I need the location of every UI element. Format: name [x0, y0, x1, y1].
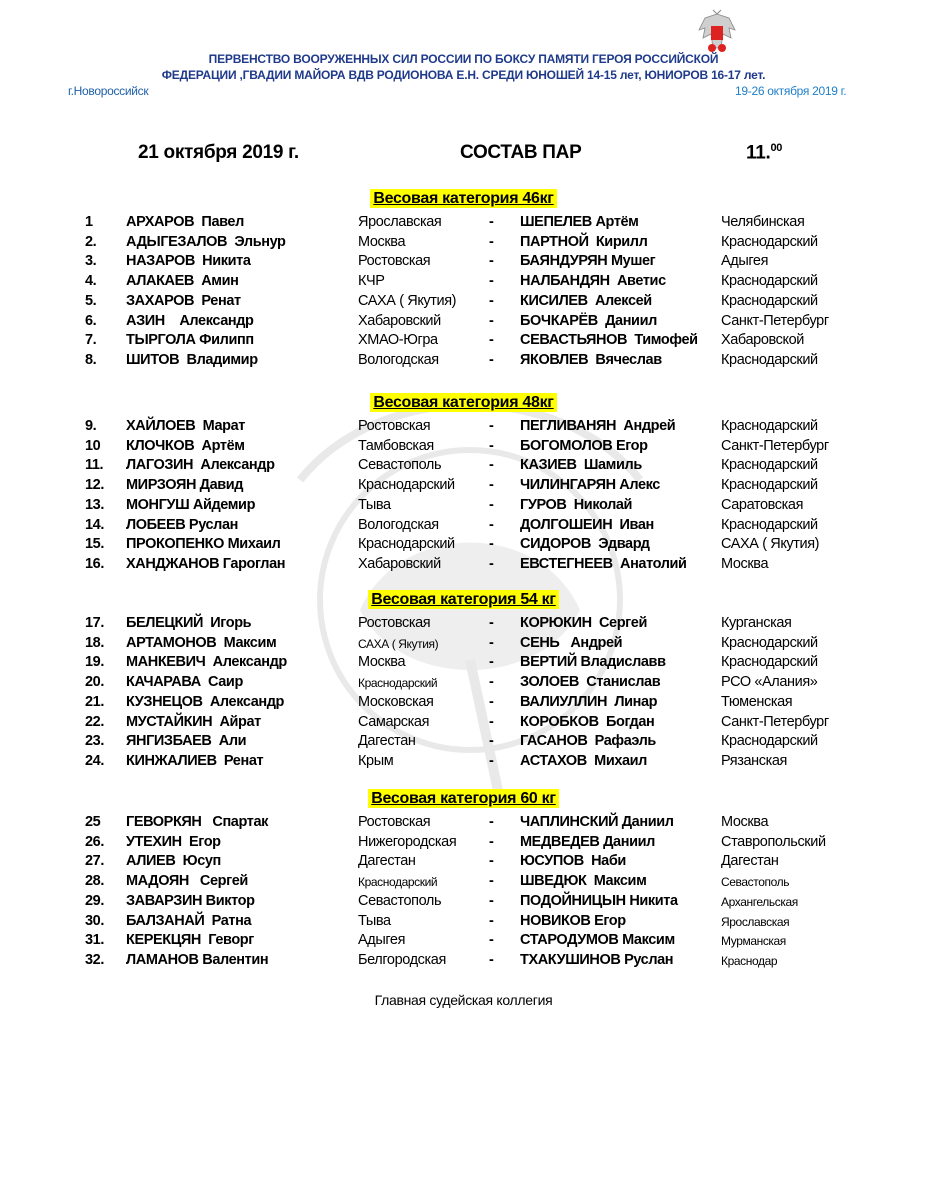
boxer-red-name: ЛОБЕЕВ Руслан [126, 516, 238, 533]
versus-dash: - [489, 654, 494, 671]
boxer-blue-region: Краснодар [721, 953, 778, 968]
document-title-line2: ФЕДЕРАЦИИ ,ГВАДИИ МАЙОРА ВДВ РОДИОНОВА Е.Н. СРЕДИ ЮНОШЕЙ 14-15 лет, ЮНИОРОВ 16-17 лет. [161, 68, 766, 82]
boxer-red-region: Нижегородская [358, 833, 457, 850]
boxer-red-region: Краснодарский [358, 477, 455, 494]
boxer-red-region: Дагестан [358, 853, 416, 870]
bout-number: 14. [85, 516, 104, 533]
versus-dash: - [489, 351, 494, 368]
time-minutes: 00 [770, 142, 783, 154]
boxer-red-name: БАЛЗАНАЙ Ратна [126, 912, 252, 929]
boxer-blue-name: ЧИЛИНГАРЯН Алекс [520, 477, 660, 494]
versus-dash: - [489, 912, 494, 929]
boxer-blue-name: СЕВАСТЬЯНОВ Тимофей [520, 332, 698, 349]
boxer-blue-name: НОВИКОВ Егор [520, 912, 626, 929]
pair-row [0, 517, 927, 537]
bout-number: 23. [85, 733, 104, 750]
pair-row [0, 952, 927, 972]
weight-category-label: Весовая категория 54 кг [368, 590, 559, 609]
pair-row [0, 497, 927, 517]
boxer-red-name: ТЫРГОЛА Филипп [126, 332, 254, 349]
boxer-blue-region: Краснодарский [721, 351, 818, 368]
event-dates: 19-26 октября 2019 г. [735, 84, 847, 98]
boxer-blue-name: ВАЛИУЛЛИН Линар [520, 693, 658, 710]
versus-dash: - [489, 853, 494, 870]
bout-number: 27. [85, 853, 104, 870]
boxer-blue-region: Рязанская [721, 752, 787, 769]
versus-dash: - [489, 536, 494, 553]
boxer-red-region: Ростовская [358, 814, 431, 830]
weight-category-heading [0, 394, 927, 412]
boxer-blue-name: ВЕРТИЙ Владиславв [520, 654, 666, 671]
boxer-red-name: БЕЛЕЦКИЙ Игорь [126, 615, 252, 631]
versus-dash: - [489, 516, 494, 533]
versus-dash: - [489, 674, 494, 691]
boxer-blue-name: ГУРОВ Николай [520, 496, 633, 513]
pair-row [0, 834, 927, 854]
weight-category-heading [0, 591, 927, 609]
boxer-red-region: Самарская [358, 713, 430, 730]
pair-row [0, 234, 927, 254]
boxer-blue-region: Ярославская [721, 914, 790, 929]
boxer-blue-region: Краснодарский [721, 273, 818, 290]
boxer-red-name: АРХАРОВ Павел [126, 214, 244, 230]
boxer-blue-region: Тюменская [721, 693, 793, 710]
boxer-blue-region: Челябинская [721, 214, 805, 230]
bout-number: 26. [85, 833, 104, 850]
boxer-blue-region: Краснодарский [721, 733, 818, 750]
bout-number: 24. [85, 752, 104, 769]
pair-row [0, 714, 927, 734]
boxer-red-name: ЗАВАРЗИН Виктор [126, 892, 255, 909]
boxer-blue-name: БОГОМОЛОВ Егор [520, 437, 648, 454]
boxer-red-name: КЕРЕКЦЯН Геворг [126, 932, 254, 949]
bout-number: 7. [85, 332, 97, 349]
boxer-red-region: Адыгея [358, 932, 406, 949]
boxer-blue-region: Адыгея [721, 253, 769, 270]
pair-row [0, 214, 927, 234]
boxer-blue-region: Дагестан [721, 853, 779, 870]
boxer-red-name: МИРЗОЯН Давид [126, 477, 244, 494]
boxer-red-region: Краснодарский [358, 676, 438, 691]
pair-row [0, 313, 927, 333]
bout-number: 30. [85, 912, 104, 929]
boxer-blue-name: ЯКОВЛЕВ Вячеслав [520, 351, 662, 368]
weight-category-heading [0, 790, 927, 808]
boxer-red-region: Тыва [358, 912, 391, 929]
boxer-blue-region: Курганская [721, 615, 792, 631]
boxer-red-name: МУСТАЙКИН Айрат [126, 713, 261, 730]
boxer-blue-region: САХА ( Якутия) [721, 536, 820, 553]
pair-row [0, 438, 927, 458]
versus-dash: - [489, 932, 494, 949]
boxer-red-name: ЛАМАНОВ Валентин [126, 951, 269, 968]
boxer-red-region: Краснодарский [358, 875, 438, 890]
pair-row [0, 873, 927, 893]
pair-row [0, 352, 927, 372]
bout-number: 29. [85, 892, 104, 909]
boxer-blue-name: ШЕПЕЛЕВ Артём [520, 214, 639, 230]
bout-number: 17. [85, 615, 104, 631]
boxer-blue-region: Краснодарский [721, 292, 818, 309]
bout-number: 18. [85, 634, 104, 651]
bout-number: 1 [85, 214, 93, 230]
boxer-red-region: Ростовская [358, 418, 431, 434]
pair-row [0, 932, 927, 952]
boxer-red-name: ХАЙЛОЕВ Марат [126, 418, 245, 434]
versus-dash: - [489, 418, 494, 434]
versus-dash: - [489, 477, 494, 494]
boxer-blue-region: Санкт-Петербург [721, 312, 829, 329]
versus-dash: - [489, 214, 494, 230]
weight-category-label: Весовая категория 48кг [370, 393, 556, 412]
boxer-blue-region: Санкт-Петербург [721, 437, 829, 454]
pair-row [0, 674, 927, 694]
versus-dash: - [489, 253, 494, 270]
boxer-blue-name: ПОДОЙНИЦЫН Никита [520, 892, 678, 909]
versus-dash: - [489, 273, 494, 290]
bout-number: 28. [85, 873, 104, 890]
boxer-red-name: ЗАХАРОВ Ренат [126, 292, 241, 309]
boxer-red-name: ГЕВОРКЯН Спартак [126, 814, 268, 830]
boxer-red-name: АРТАМОНОВ Максим [126, 634, 277, 651]
boxer-red-name: ШИТОВ Владимир [126, 351, 258, 368]
boxer-red-region: Дагестан [358, 733, 416, 750]
boxer-red-name: АЗИН Александр [126, 312, 254, 329]
federation-emblem-icon [697, 8, 737, 56]
versus-dash: - [489, 615, 494, 631]
boxer-blue-name: ПАРТНОЙ Кирилл [520, 233, 648, 250]
boxer-blue-name: ЕВСТЕГНЕЕВ Анатолий [520, 555, 687, 572]
versus-dash: - [489, 873, 494, 890]
pair-row [0, 293, 927, 313]
boxer-blue-name: АСТАХОВ Михаил [520, 752, 647, 769]
bout-number: 12. [85, 477, 104, 494]
boxer-blue-name: ГАСАНОВ Рафаэль [520, 733, 656, 750]
versus-dash: - [489, 693, 494, 710]
boxer-blue-region: Мурманская [721, 934, 786, 949]
pair-row [0, 477, 927, 497]
boxer-blue-name: ЧАПЛИНСКИЙ Даниил [520, 814, 674, 830]
boxer-blue-name: ЗОЛОЕВ Станислав [520, 674, 661, 691]
boxer-blue-region: Краснодарский [721, 634, 818, 651]
boxer-red-region: Хабаровский [358, 555, 441, 572]
pair-row [0, 913, 927, 933]
judges-signature-line: Главная судейская коллегия [374, 992, 553, 1008]
pair-row [0, 556, 927, 576]
boxer-blue-region: Архангельская [721, 894, 798, 909]
pair-row [0, 457, 927, 477]
boxer-blue-region: Краснодарский [721, 418, 818, 434]
boxer-red-name: ЯНГИЗБАЕВ Али [126, 733, 247, 750]
boxer-red-region: Московская [358, 693, 434, 710]
boxer-blue-name: БАЯНДУРЯН Мушег [520, 253, 656, 270]
bout-number: 31. [85, 932, 104, 949]
session-date: 21 октября 2019 г. [138, 142, 299, 163]
boxer-red-region: Москва [358, 654, 406, 671]
boxer-red-name: МАНКЕВИЧ Александр [126, 654, 287, 671]
weight-category-label: Весовая категория 46кг [370, 189, 556, 208]
bout-number: 6. [85, 312, 97, 329]
boxer-blue-name: НАЛБАНДЯН Аветис [520, 273, 666, 290]
bout-number: 11. [85, 457, 104, 474]
boxer-red-region: Ростовская [358, 615, 431, 631]
versus-dash: - [489, 332, 494, 349]
versus-dash: - [489, 892, 494, 909]
versus-dash: - [489, 555, 494, 572]
bout-number: 19. [85, 654, 104, 671]
boxer-blue-region: Хабаровской [721, 332, 804, 349]
boxer-blue-region: Краснодарский [721, 457, 818, 474]
boxer-red-region: Тыва [358, 496, 391, 513]
versus-dash: - [489, 292, 494, 309]
session-time [746, 142, 782, 164]
boxer-red-region: Ярославская [358, 214, 442, 230]
boxer-red-region: Москва [358, 233, 406, 250]
boxer-blue-name: ЮСУПОВ Наби [520, 853, 626, 870]
pair-row [0, 814, 927, 834]
pair-row [0, 273, 927, 293]
versus-dash: - [489, 814, 494, 830]
boxer-red-region: ХМАО-Югра [358, 332, 438, 349]
weight-category-heading [0, 190, 927, 208]
bout-number: 22. [85, 713, 104, 730]
boxer-blue-region: Краснодарский [721, 233, 818, 250]
boxer-blue-region: Ставропольский [721, 833, 826, 850]
pair-row [0, 635, 927, 655]
boxer-blue-region: Краснодарский [721, 516, 818, 533]
document-title-line1: ПЕРВЕНСТВО ВООРУЖЕННЫХ СИЛ РОССИИ ПО БОКСУ ПАМЯТИ ГЕРОЯ РОССИЙСКОЙ [208, 52, 719, 66]
pair-row [0, 332, 927, 352]
boxer-red-name: ЛАГОЗИН Александр [126, 457, 275, 474]
boxer-red-name: АЛИЕВ Юсуп [126, 853, 221, 870]
bout-number: 13. [85, 496, 104, 513]
versus-dash: - [489, 752, 494, 769]
bout-number: 16. [85, 555, 104, 572]
bout-number: 15. [85, 536, 104, 553]
city-label: г.Новороссийск [68, 84, 149, 98]
pair-row [0, 418, 927, 438]
boxer-red-region: Ростовская [358, 253, 431, 270]
pair-row [0, 694, 927, 714]
boxer-red-name: КАЧАРАВА Саир [126, 674, 243, 691]
boxer-blue-name: ТХАКУШИНОВ Руслан [520, 951, 674, 968]
bout-number: 9. [85, 418, 97, 434]
boxer-red-region: Белгородская [358, 951, 446, 968]
boxer-blue-region: Саратовская [721, 496, 804, 513]
boxer-red-region: Севастополь [358, 892, 442, 909]
pair-row [0, 853, 927, 873]
boxer-red-region: САХА ( Якутия) [358, 636, 439, 651]
boxer-blue-name: ДОЛГОШЕИН Иван [520, 516, 654, 533]
bout-number: 3. [85, 253, 97, 270]
bout-number: 20. [85, 674, 104, 691]
boxer-blue-name: СТАРОДУМОВ Максим [520, 932, 675, 949]
boxer-red-region: Хабаровский [358, 312, 441, 329]
versus-dash: - [489, 312, 494, 329]
boxer-red-name: КЛОЧКОВ Артём [126, 437, 245, 454]
weight-category-label: Весовая категория 60 кг [368, 789, 559, 808]
boxer-blue-name: КОРОБКОВ Богдан [520, 713, 655, 730]
versus-dash: - [489, 437, 494, 454]
bout-number: 5. [85, 292, 97, 309]
boxer-red-region: Тамбовская [358, 437, 434, 454]
boxer-blue-name: СИДОРОВ Эдвард [520, 536, 650, 553]
boxer-red-name: МАДОЯН Сергей [126, 873, 248, 890]
boxer-red-region: Вологодская [358, 351, 439, 368]
bout-number: 21. [85, 693, 104, 710]
pair-row [0, 893, 927, 913]
bout-number: 25 [85, 814, 101, 830]
boxer-red-name: УТЕХИН Егор [126, 833, 221, 850]
bout-number: 2. [85, 233, 97, 250]
boxer-blue-name: ПЕГЛИВАНЯН Андрей [520, 418, 676, 434]
boxer-red-name: КИНЖАЛИЕВ Ренат [126, 752, 264, 769]
page-heading: СОСТАВ ПАР [460, 142, 582, 163]
boxer-red-name: ХАНДЖАНОВ Гароглан [126, 555, 286, 572]
versus-dash: - [489, 634, 494, 651]
bout-number: 32. [85, 951, 104, 968]
boxer-red-name: КУЗНЕЦОВ Александр [126, 693, 285, 710]
pair-row [0, 733, 927, 753]
boxer-blue-region: Санкт-Петербург [721, 713, 829, 730]
boxer-blue-name: МЕДВЕДЕВ Даниил [520, 833, 655, 850]
bout-number: 10 [85, 437, 101, 454]
boxer-red-name: НАЗАРОВ Никита [126, 253, 251, 270]
versus-dash: - [489, 733, 494, 750]
boxer-blue-name: СЕНЬ Андрей [520, 634, 623, 651]
boxer-red-name: МОНГУШ Айдемир [126, 496, 256, 513]
boxer-blue-name: ШВЕДЮК Максим [520, 873, 647, 890]
boxer-red-region: Крым [358, 752, 394, 769]
versus-dash: - [489, 457, 494, 474]
boxer-red-region: Краснодарский [358, 536, 455, 553]
pair-row [0, 253, 927, 273]
boxer-blue-name: КАЗИЕВ Шамиль [520, 457, 642, 474]
boxer-blue-region: Краснодарский [721, 654, 818, 671]
versus-dash: - [489, 951, 494, 968]
bout-number: 4. [85, 273, 97, 290]
versus-dash: - [489, 233, 494, 250]
pair-row [0, 753, 927, 773]
boxer-red-name: ПРОКОПЕНКО Михаил [126, 536, 281, 553]
time-hours: 11. [746, 142, 771, 164]
boxer-red-name: АЛАКАЕВ Амин [126, 273, 239, 290]
versus-dash: - [489, 713, 494, 730]
boxer-red-region: Вологодская [358, 516, 439, 533]
boxer-blue-name: КИСИЛЕВ Алексей [520, 292, 652, 309]
boxer-blue-region: Москва [721, 555, 769, 572]
versus-dash: - [489, 496, 494, 513]
boxer-blue-region: Севастополь [721, 875, 790, 890]
versus-dash: - [489, 833, 494, 850]
boxer-red-name: АДЫГЕЗАЛОВ Эльнур [126, 233, 286, 250]
pair-row [0, 654, 927, 674]
pair-row [0, 536, 927, 556]
boxer-blue-region: РСО «Алания» [721, 674, 818, 691]
boxer-blue-region: Москва [721, 814, 769, 830]
boxer-red-region: САХА ( Якутия) [358, 292, 457, 309]
boxer-blue-name: КОРЮКИН Сергей [520, 615, 647, 631]
bout-number: 8. [85, 351, 97, 368]
pair-row [0, 615, 927, 635]
boxer-red-region: КЧР [358, 273, 385, 290]
boxer-blue-region: Краснодарский [721, 477, 818, 494]
boxer-red-region: Севастополь [358, 457, 442, 474]
boxer-blue-name: БОЧКАРЁВ Даниил [520, 312, 657, 329]
